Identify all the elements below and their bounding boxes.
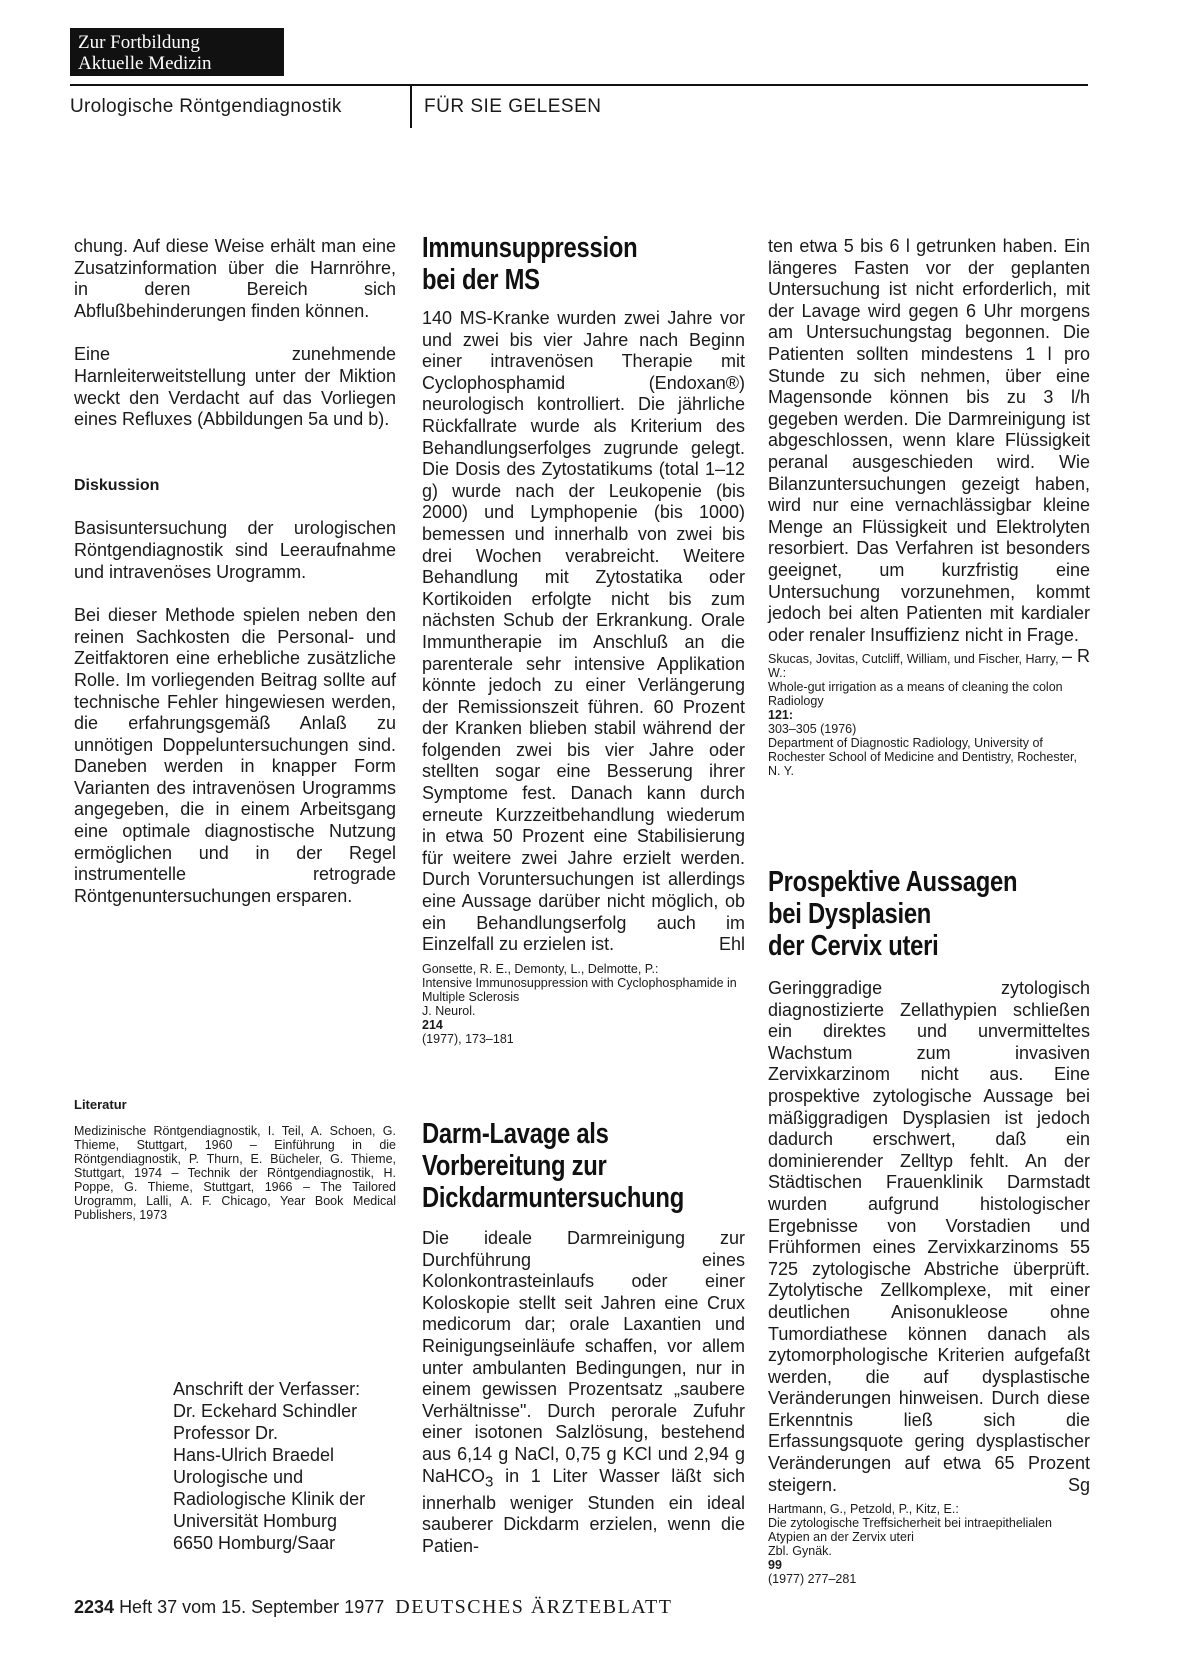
article-body: [768, 978, 1090, 1496]
author-address: [173, 1378, 413, 1554]
section-title-left: Urologische Röntgendiagnostik: [70, 96, 342, 117]
reference-volume: 99: [768, 1558, 782, 1573]
article-text: Die ideale Darmreinigung zur Durchführung eines Kolonkontrasteinlaufs oder einer Koloskopie stellt seit Jahren eine Crux medicorum dar; orale Laxantien und Reinigungseinläufe schaffen, vor allem unter ambulanten Bedingungen, nur in einem gewissen Prozentsatz „saubere Verhältnisse". Durch perorale Zufuhr einer isotonen Salzlösung, bestehend aus 6,14 g NaCl, 0,75 g KCl und 2,94 g NaHCO: [422, 1228, 745, 1486]
headline-line: Vorbereitung zur: [422, 1150, 607, 1182]
headline-line: der Cervix uteri: [768, 930, 939, 962]
badge-line-2: Aktuelle Medizin: [78, 53, 212, 74]
column-middle: [422, 308, 745, 1046]
badge-line-1: Zur Fortbildung: [78, 32, 200, 53]
author-initials: Ehl: [718, 934, 745, 955]
headline-line: bei Dysplasien: [768, 898, 932, 930]
address-line: Urologische und: [173, 1467, 304, 1487]
reference-line: [768, 1544, 1090, 1586]
article-reference: [422, 962, 745, 1046]
page-footer: [74, 1596, 672, 1619]
headline-line: Immunsuppression: [422, 232, 638, 264]
page-number: 2234: [74, 1597, 115, 1617]
article-text: ten etwa 5 bis 6 l getrunken haben. Ein längeres Fasten vor der geplanten Untersuchung ist nicht erforderlich, mit der Lavage wird gegen 6 Uhr morgens am Untersuchungstag begonnen. Die Patienten sollten mindestens 1 l pro Stunde zu sich nehmen, über eine Magensonde können bis zu 3 l/h gegeben werden. Die Darmreinigung ist abgeschlossen, wenn klare Flüssigkeit peranal ausgeschieden wird. Wie Bilanzuntersuchungen gezeigt haben, wird nur eine vernachlässigbar kleine Menge an Flüssigkeit und Elektrolyten resorbiert. Das Verfahren ist besonders geeignet, um kurzfristig eine Untersuchung vorzunehmen, kommt jedoch bei alten Patienten mit kardialer oder renaler Insuffizienz nicht in Frage.: [768, 236, 1090, 645]
column-right: [768, 236, 1090, 778]
article-text: 140 MS-Kranke wurden zwei Jahre vor und zwei bis vier Jahre nach Beginn einer intravenösen Therapie mit Cyclophosphamid (Endoxan®) neurologisch kontrolliert. Die jährliche Rückfallrate wurde als Kriterium des Behandlungserfolges zugrunde gelegt. Die Dosis des Zytostatikums (total 1–12 g) wurde nach der Leukopenie (bis 2000) und Lymphopenie (bis 1000) bemessen und innerhalb von zwei bis drei Wochen verabreicht. Weitere Behandlung mit Zytostatika oder Kortikoiden erfolgte nicht bis zum nächsten Schub der Erkrankung. Orale Immuntherapie im Anschluß an die parenterale sehr intensive Applikation könnte jedoch zu einer Verlängerung der Remissionszeit führen. 60 Prozent der Kranken blieben stabil während der folgenden zwei bis vier Jahre oder stellten sogar eine Besserung ihrer Symptome fest. Danach kann durch erneute Kurzzeitbehandlung wiederum in etwa 50 Prozent eine Stabilisierung für weitere zwei Jahre erzielt werden. Durch Voruntersuchungen ist allerdings eine Aussage darüber nicht möglich, ob ein Behandlungserfolg auch im Einzelfall zu erzielen ist.: [422, 308, 745, 955]
address-line: Hans-Ulrich Braedel: [173, 1445, 335, 1465]
paragraph: Basisuntersuchung der urologischen Röntgendiagnostik sind Leeraufnahme und intravenöses Urogramm.: [74, 518, 396, 582]
author-initials: Sg: [1067, 1474, 1090, 1495]
address-line: Professor Dr.: [173, 1423, 279, 1443]
issue-info: Heft 37 vom 15. September 1977: [119, 1597, 385, 1617]
reference-pages: (1977), 173–181: [422, 1031, 514, 1046]
address-line: Dr. Eckehard Schindler: [173, 1401, 358, 1421]
paragraph: chung. Auf diese Weise erhält man eine Zusatzinformation über die Harnröhre, in deren Bereich sich Abflußbehinderungen finden können.: [74, 236, 396, 321]
reference-line: Whole-gut irrigation as a means of cleaning the colon: [768, 680, 1063, 695]
header-rule: [70, 84, 1088, 86]
headline-line: Darm-Lavage als: [422, 1118, 609, 1150]
column-right-lower: [768, 978, 1090, 1586]
column-middle-lower: [422, 1228, 745, 1558]
reference-line: Intensive Immunosuppression with Cyclophosphamide in Multiple Sclerosis: [422, 975, 737, 1004]
header-divider: [410, 86, 412, 128]
article-body: [422, 308, 745, 956]
article-text: in 1 Liter Wasser läßt sich innerhalb weniger Stunden ein ideal sauberer Dickdarm erzielen, wenn die Patien-: [422, 1465, 745, 1556]
discussion-heading: Diskussion: [74, 476, 160, 494]
address-line: Radiologische Klinik der: [173, 1489, 366, 1509]
address-line: 6650 Homburg/Saar: [173, 1533, 336, 1553]
headline-line: Dickdarmuntersuchung: [422, 1182, 684, 1214]
reference-line: Department of Diagnostic Radiology, University of Rochester School of Medicine and Dentistry, Rochester, N. Y.: [768, 736, 1077, 779]
headline-line: Prospektive Aussagen: [768, 866, 1018, 898]
reference-line: Die zytologische Treffsicherheit bei intraepithelialen Atypien an der Zervix uteri: [768, 1516, 1052, 1545]
reference-line: [768, 694, 1090, 736]
article-body: [422, 1228, 745, 1558]
article-headline-dysplasien: [768, 866, 1047, 962]
reference-line: Hartmann, G., Petzold, P., Kitz, E.:: [768, 1502, 959, 1517]
reference-line: Gonsette, R. E., Demonty, L., Delmotte, P.:: [422, 961, 659, 976]
reference-line: [422, 1004, 745, 1046]
journal-name: DEUTSCHES ÄRZTEBLATT: [395, 1596, 673, 1618]
article-reference: [768, 652, 1090, 778]
reference-pages: (1977) 277–281: [768, 1572, 857, 1587]
article-text: Geringgradige zytologisch diagnostizierte Zellathypien schließen ein direktes und unvermitteltes Wachstum zum invasiven Zervixkarzinom nicht aus. Eine prospektive zytologische Aussage bei mäßiggradigen Dysplasien ist jedoch dadurch erschwert, daß ein dominierender Zelltyp fehlt. An der Städtischen Frauenklinik Darmstadt wurden aufgrund histologischer Ergebnisse von Vorstadien und Frühformen eines Zervixkarzinoms 55 725 zytologische Abstriche überprüft. Zytolytische Zellkomplexe, mit einer deutlichen Anisonukleose ohne Tumordiathese können danach als zytomorphologische Kriterien aufgefaßt werden, die auf dysplastische Veränderungen hinweisen. Durch diese Erkenntnis ließ sich die Erfassungsquote gering dysplastischer Veränderungen auf etwa 65 Prozent steigern.: [768, 978, 1090, 1495]
reference-journal: Zbl. Gynäk.: [768, 1544, 832, 1559]
literature-list: Medizinische Röntgendiagnostik, I. Teil, A. Schoen, G. Thieme, Stuttgart, 1960 – Einführung in die Röntgendiagnostik, P. Thurn, E. Bücheler, G. Thieme, Stuttgart, 1974 – Technik der Röntgendiagnostik, H. Poppe, G. Thieme, Stuttgart, 1966 – The Tailored Urogramm, Lalli, A. F. Chicago, Year Book Medical Publishers, 1973: [74, 1124, 396, 1222]
reference-line: Skucas, Jovitas, Cutcliff, William, und Fischer, Harry, W.:: [768, 652, 1059, 681]
reference-pages: 303–305 (1976): [768, 722, 857, 737]
literature-heading: Literatur: [74, 1097, 127, 1112]
address-line: Universität Homburg: [173, 1511, 338, 1531]
paragraph: Eine zunehmende Harnleiterweitstellung unter der Miktion weckt den Verdacht auf das Vorliegen eines Refluxes (Abbildungen 5a und b).: [74, 344, 396, 430]
article-headline-immunsuppression: [422, 232, 693, 296]
author-initials: – R: [1061, 646, 1090, 667]
reference-volume: 121:: [768, 708, 794, 723]
subscript: 3: [485, 1473, 494, 1491]
paragraph: Bei dieser Methode spielen neben den reinen Sachkosten die Personal- und Zeitfaktoren eine erhebliche zusätzliche Rolle. Im vorliegenden Beitrag sollte auf technische Fehler hingewiesen werden, die erfahrungsgemäß Anlaß zu unnötigen Doppeluntersuchungen sind. Daneben werden in knapper Form Varianten des intravenösen Urogramms angegeben, die in einem Arbeitsgang eine optimale diagnostische Nutzung ermöglichen und in der Regel instrumentelle retrograde Röntgenuntersuchungen ersparen.: [74, 605, 396, 906]
reference-volume: 214: [422, 1017, 443, 1032]
column-left: [74, 236, 396, 907]
section-badge: [70, 28, 284, 76]
reference-journal: Radiology: [768, 694, 824, 709]
section-title-right: FÜR SIE GELESEN: [424, 96, 602, 117]
reference-journal: J. Neurol.: [422, 1003, 476, 1018]
article-headline-darm-lavage: [422, 1118, 701, 1214]
headline-line: bei der MS: [422, 264, 540, 296]
article-reference: [768, 1502, 1090, 1586]
address-line: Anschrift der Verfasser:: [173, 1379, 361, 1399]
